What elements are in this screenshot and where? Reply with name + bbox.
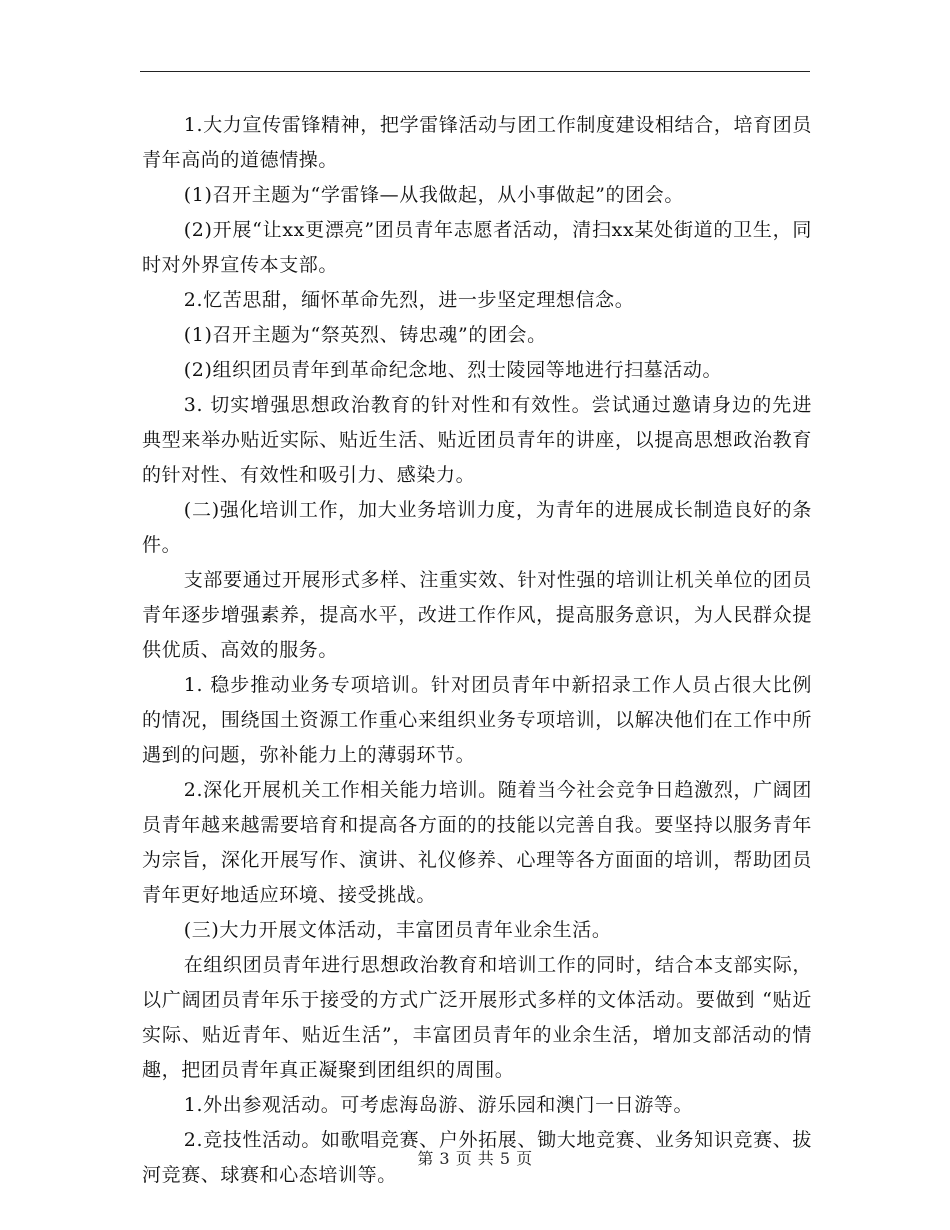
paragraph: 3. 切实增强思想政治教育的针对性和有效性。尝试通过邀请身边的先进典型来举办贴近实际、贴近生活、贴近团员青年的讲座，以提高思想政治教育的针对性、有效性和吸引力、感染力。: [142, 394, 812, 486]
paragraph: 支部要通过开展形式多样、注重实效、针对性强的培训让机关单位的团员青年逐步增强素养，提高水平，改进工作作风，提高服务意识，为人民群众提供优质、高效的服务。: [142, 569, 812, 661]
paragraph: (三)大力开展文体活动，丰富团员青年业余生活。: [183, 919, 612, 941]
paragraph: (2)组织团员青年到革命纪念地、烈士陵园等地进行扫墓活动。: [183, 359, 723, 381]
paragraph: 2.忆苦思甜，缅怀革命先烈，进一步坚定理想信念。: [183, 289, 635, 311]
page-number: 第 3 页 共 5 页: [417, 1149, 533, 1168]
paragraph: 1.大力宣传雷锋精神，把学雷锋活动与团工作制度建设相结合，培育团员青年高尚的道德情操。: [142, 114, 812, 171]
paragraph: (1)召开主题为“祭英烈、铸忠魂”的团会。: [183, 324, 547, 346]
paragraph: 2.竞技性活动。如歌唱竞赛、户外拓展、锄大地竞赛、业务知识竞赛、拔河竞赛、球赛和心态培训等。: [142, 1129, 812, 1186]
paragraph: (二)强化培训工作，加大业务培训力度，为青年的进展成长制造良好的条件。: [142, 499, 812, 556]
paragraph: 1.外出参观活动。可考虑海岛游、游乐园和澳门一日游等。: [183, 1094, 694, 1116]
paragraph: 在组织团员青年进行思想政治教育和培训工作的同时，结合本支部实际，以广阔团员青年乐于接受的方式广泛开展形式多样的文体活动。要做到 “贴近实际、贴近青年、贴近生活”，丰富团员青年的业余生活，增加支部活动的情趣，把团员青年真正凝聚到团组织的周围。: [142, 954, 812, 1081]
header-rule: [140, 71, 810, 72]
paragraph: (2)开展“让xx更漂亮”团员青年志愿者活动，清扫xx某处街道的卫生，同时对外界宣传本支部。: [142, 219, 812, 276]
document-body: [142, 108, 812, 1193]
paragraph: 1. 稳步推动业务专项培训。针对团员青年中新招录工作人员占很大比例的情况，围绕国土资源工作重心来组织业务专项培训，以解决他们在工作中所遇到的问题，弥补能力上的薄弱环节。: [142, 674, 812, 766]
paragraph: (1)召开主题为“学雷锋—从我做起，从小事做起”的团会。: [183, 184, 684, 206]
paragraph: 2.深化开展机关工作相关能力培训。随着当今社会竞争日趋激烈，广阔团员青年越来越需要培育和提高各方面的的技能以完善自我。要坚持以服务青年为宗旨，深化开展写作、演讲、礼仪修养、心理等各方面面的培训，帮助团员青年更好地适应环境、接受挑战。: [142, 779, 812, 906]
